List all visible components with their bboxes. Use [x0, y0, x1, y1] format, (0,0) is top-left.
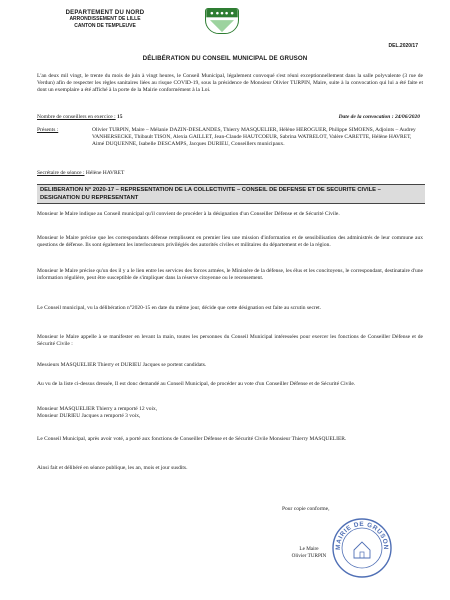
body-paragraph: Monsieur le Maire appelle à se manifester en levant la main, toutes les personnes du Conseil Municipal intéressées pour exercer les fonctions de Conseiller Défense et de Sécurité Civile :	[37, 334, 423, 348]
closing-paragraph: Ainsi fait et délibéré en séance publique, les an, mois et jour susdits.	[37, 465, 188, 471]
deliberation-heading: DELIBERATION N° 2020-17 – REPRESENTATION DE LA COLLECTIVITE – CONSEIL DE DEFENSE ET DE SECURITE CIVILE – DESIGNATION DU REPRESENTANT	[37, 184, 425, 204]
administrative-header	[30, 10, 180, 30]
mairie-stamp	[330, 516, 394, 580]
count-label: Nombre de conseillers en exercice :	[37, 114, 116, 120]
department-line: DEPARTEMENT DU NORD	[65, 10, 145, 16]
presents-list: Olivier TURPIN, Maire – Mélanie DAZIN-DESLANDES, Thierry MASQUELIER, Hélène HEROGUER, Philippe SIMOENS, Adjoints – Audrey VANHERSECKE, Thibault TISON, Alexia GAILLET, Jean-Claude HAUTCOEUR, Sabrina WATRELOT, Valère CARETTE, Hélène HAVRET, Aimé DUQUENNE, Isabelle DESCAMPS, Jacques DURIEU, Conseillers municipaux.	[92, 127, 416, 147]
signatory-name: Olivier TURPIN	[291, 552, 327, 559]
municipal-crest-icon	[205, 8, 239, 34]
arrondissement-line: ARRONDISSEMENT DE LILLE	[69, 16, 141, 22]
signatory-role: Le Maire	[299, 546, 319, 552]
body-paragraph: Monsieur le Maire précise que les correspondants défense remplissent en premier lieu une mission d'information et de sensibilisation des administrés de leur commune aux questions de défense. Ils sont également les interlocuteurs privilégiés des autorités civiles et militaires du département et de la région.	[37, 235, 423, 249]
deliberation-reference: DEL.2020/17	[388, 43, 418, 49]
body-paragraph: Messieurs MASQUELIER Thierry et DURIEU Jacques se portent candidats.	[37, 362, 207, 368]
session-secretary	[37, 170, 124, 176]
document-title: DÉLIBÉRATION DU CONSEIL MUNICIPAL DE GRUSON	[142, 55, 308, 62]
vote-results: Monsieur MASQUELIER Thierry a remporté 12 voix, Monsieur DURIEU Jacques a remporté 3 voix,	[37, 406, 158, 420]
body-paragraph: Monsieur le Maire précise qu'un des il y a le lien entre les services des forces armées, le Ministère de la défense, les élus et les concitoyens, le correspondant, destinataire d'une information régulière, peut être susceptible de s'impliquer dans la réserve citoyenne ou le recensement.	[37, 268, 423, 282]
canton-line: CANTON DE TEMPLEUVE	[74, 23, 136, 29]
secretary-name: Hélène HAVRET	[85, 170, 125, 176]
signatory-block	[289, 546, 329, 559]
body-paragraph: Au vu de la liste ci-dessus dressée, Il est donc demandé au Conseil Municipal, de procéder au vote d'un Conseiller Défense et de Sécurité Civile.	[37, 381, 356, 387]
copy-conform: Pour copie conforme,	[282, 506, 330, 512]
intro-paragraph: L'an deux mil vingt, le trente du mois de juin à vingt heures, le Conseil Municipal, légalement convoqué s'est réuni exceptionnellement dans la salle polyvalente (3 rue de Verdun) afin de respecter les règles sanitaires liées au risque COVID-19, sous la présidence de Monsieur Olivier TURPIN, Maire, suite à la convocation qui lui a été faite et dont un exemplaire a été affiché à la porte de la Mairie conformément à la Loi.	[37, 73, 423, 94]
secretary-label: Secrétaire de séance :	[37, 170, 85, 176]
body-paragraph: Le Conseil Municipal, après avoir voté, a porté aux fonctions de Conseiller Défense et de Sécurité Civile Monsieur Thierry MASQUELIER.	[37, 436, 347, 442]
count-value: 15	[117, 114, 123, 120]
presents-label: Présents :	[37, 127, 59, 133]
body-paragraph: Monsieur le Maire indique au Conseil municipal qu'il convient de procéder à la désignation d'un Conseiller Défense et de Sécurité Civile.	[37, 211, 340, 217]
stamp-text: MAIRIE DE GRUSON	[334, 520, 390, 551]
body-paragraph: Le Conseil municipal, vu la délibération n°2020-15 en date du même jour, décide que cette désignation est faite au scrutin secret.	[37, 305, 322, 311]
convocation-date: Date de la convocation : 24/06/2020	[338, 114, 420, 120]
